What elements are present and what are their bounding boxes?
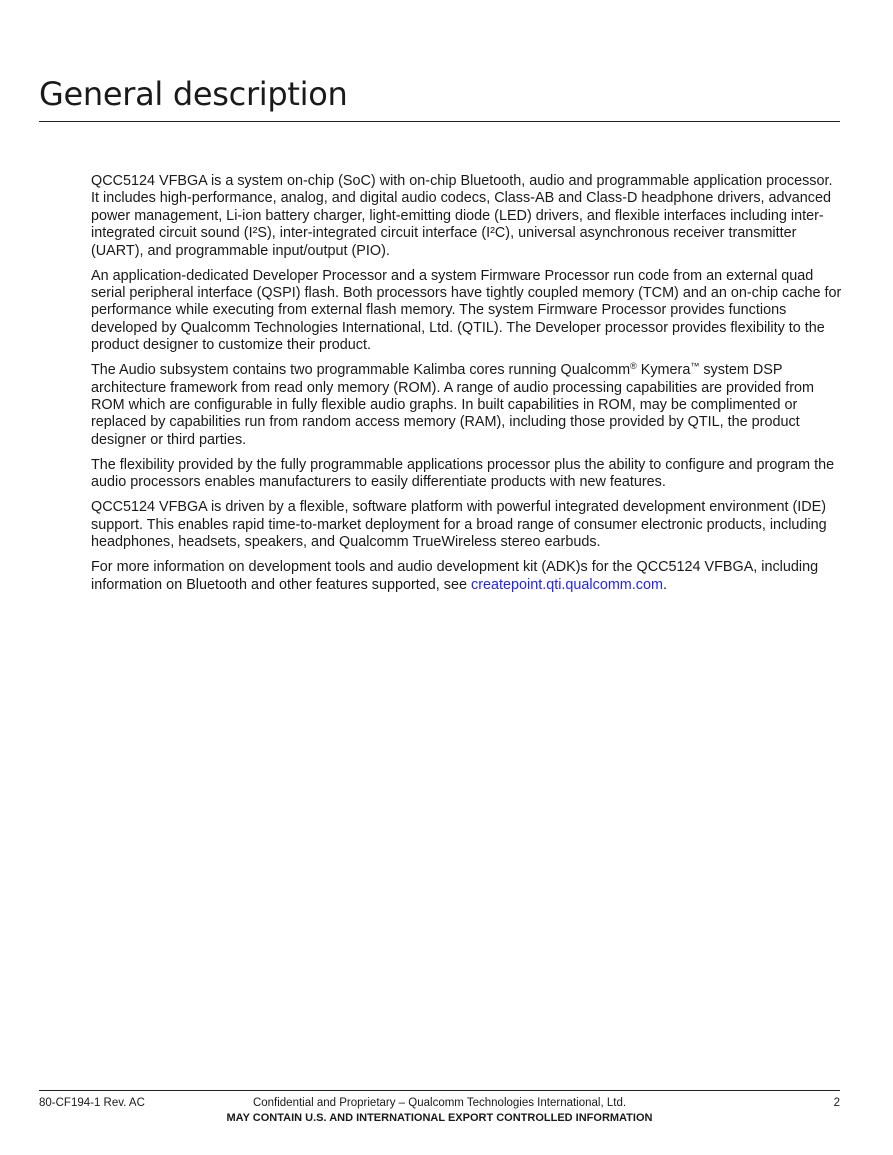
trademark-mark: ™ bbox=[690, 361, 700, 372]
body-text bbox=[91, 173, 843, 602]
audio-text-end: system DSP architecture framework from read only memory (ROM). A range of audio processing capabilities are provided from ROM which are configurable in fully flexible audio graphs. In built capabilities in ROM, may be complimented or replaced by capabilities run from random access memory (RAM), including those provided by QTIL, the product designer or third parties. bbox=[91, 362, 815, 448]
audio-text-kymera: Kymera bbox=[636, 362, 691, 379]
more-info-end: . bbox=[662, 576, 667, 593]
footer-center bbox=[39, 1096, 840, 1125]
paragraph-audio-subsystem bbox=[91, 362, 843, 449]
footer-confidential: Confidential and Proprietary – Qualcomm Technologies International, Ltd. bbox=[252, 1097, 627, 1109]
footer-doc-number: 80-CF194-1 Rev. AC bbox=[39, 1097, 145, 1109]
paragraph-processors: An application-dedicated Developer Processor and a system Firmware Processor run code from an external quad serial peripheral interface (QSPI) flash. Both processors have tightly coupled memory (TCM) and an on-chip cache for performance while executing from external flash memory. The system Firmware Processor provides functions developed by Qualcomm Technologies International, Ltd. (QTIL). The Developer processor provides flexibility to the product designer to customize their product. bbox=[91, 267, 842, 354]
createpoint-link[interactable]: createpoint.qti.qualcomm.com bbox=[471, 576, 663, 593]
footer-export-notice: MAY CONTAIN U.S. AND INTERNATIONAL EXPORT CONTROLLED INFORMATION bbox=[226, 1112, 653, 1124]
footer-divider bbox=[39, 1090, 840, 1091]
paragraph-overview: QCC5124 VFBGA is a system on-chip (SoC) with on-chip Bluetooth, audio and programmable application processor. It includes high-performance, analog, and digital audio codecs, Class-AB and Class-D headphone drivers, advanced power management, Li-ion battery charger, light-emitting diode (LED) drivers, and flexible interfaces including inter-integrated circuit sound (I²S), inter-integrated circuit interface (I²C), universal asynchronous receiver transmitter (UART), and programmable input/output (PIO). bbox=[91, 173, 833, 259]
audio-text-start: The Audio subsystem contains two programmable Kalimba cores running Qualcomm bbox=[91, 362, 631, 379]
registered-mark: ® bbox=[630, 361, 637, 372]
paragraph-software-platform: QCC5124 VFBGA is driven by a flexible, software platform with powerful integrated development environment (IDE) support. This enables rapid time-to-market deployment for a broad range of consumer electronic products, including headphones, headsets, speakers, and Qualcomm TrueWireless stereo earbuds. bbox=[91, 499, 827, 551]
paragraph-flexibility: The flexibility provided by the fully programmable applications processor plus the ability to configure and program the audio processors enables manufacturers to easily differentiate products with new features. bbox=[91, 456, 835, 491]
footer-page-number: 2 bbox=[833, 1097, 840, 1109]
paragraph-more-info bbox=[91, 559, 843, 594]
page-title: General description bbox=[39, 75, 348, 113]
more-info-text: For more information on development tools and audio development kit (ADK)s for the QCC5124 VFBGA, including information on Bluetooth and other features supported, see bbox=[91, 559, 819, 593]
title-divider bbox=[39, 121, 840, 122]
